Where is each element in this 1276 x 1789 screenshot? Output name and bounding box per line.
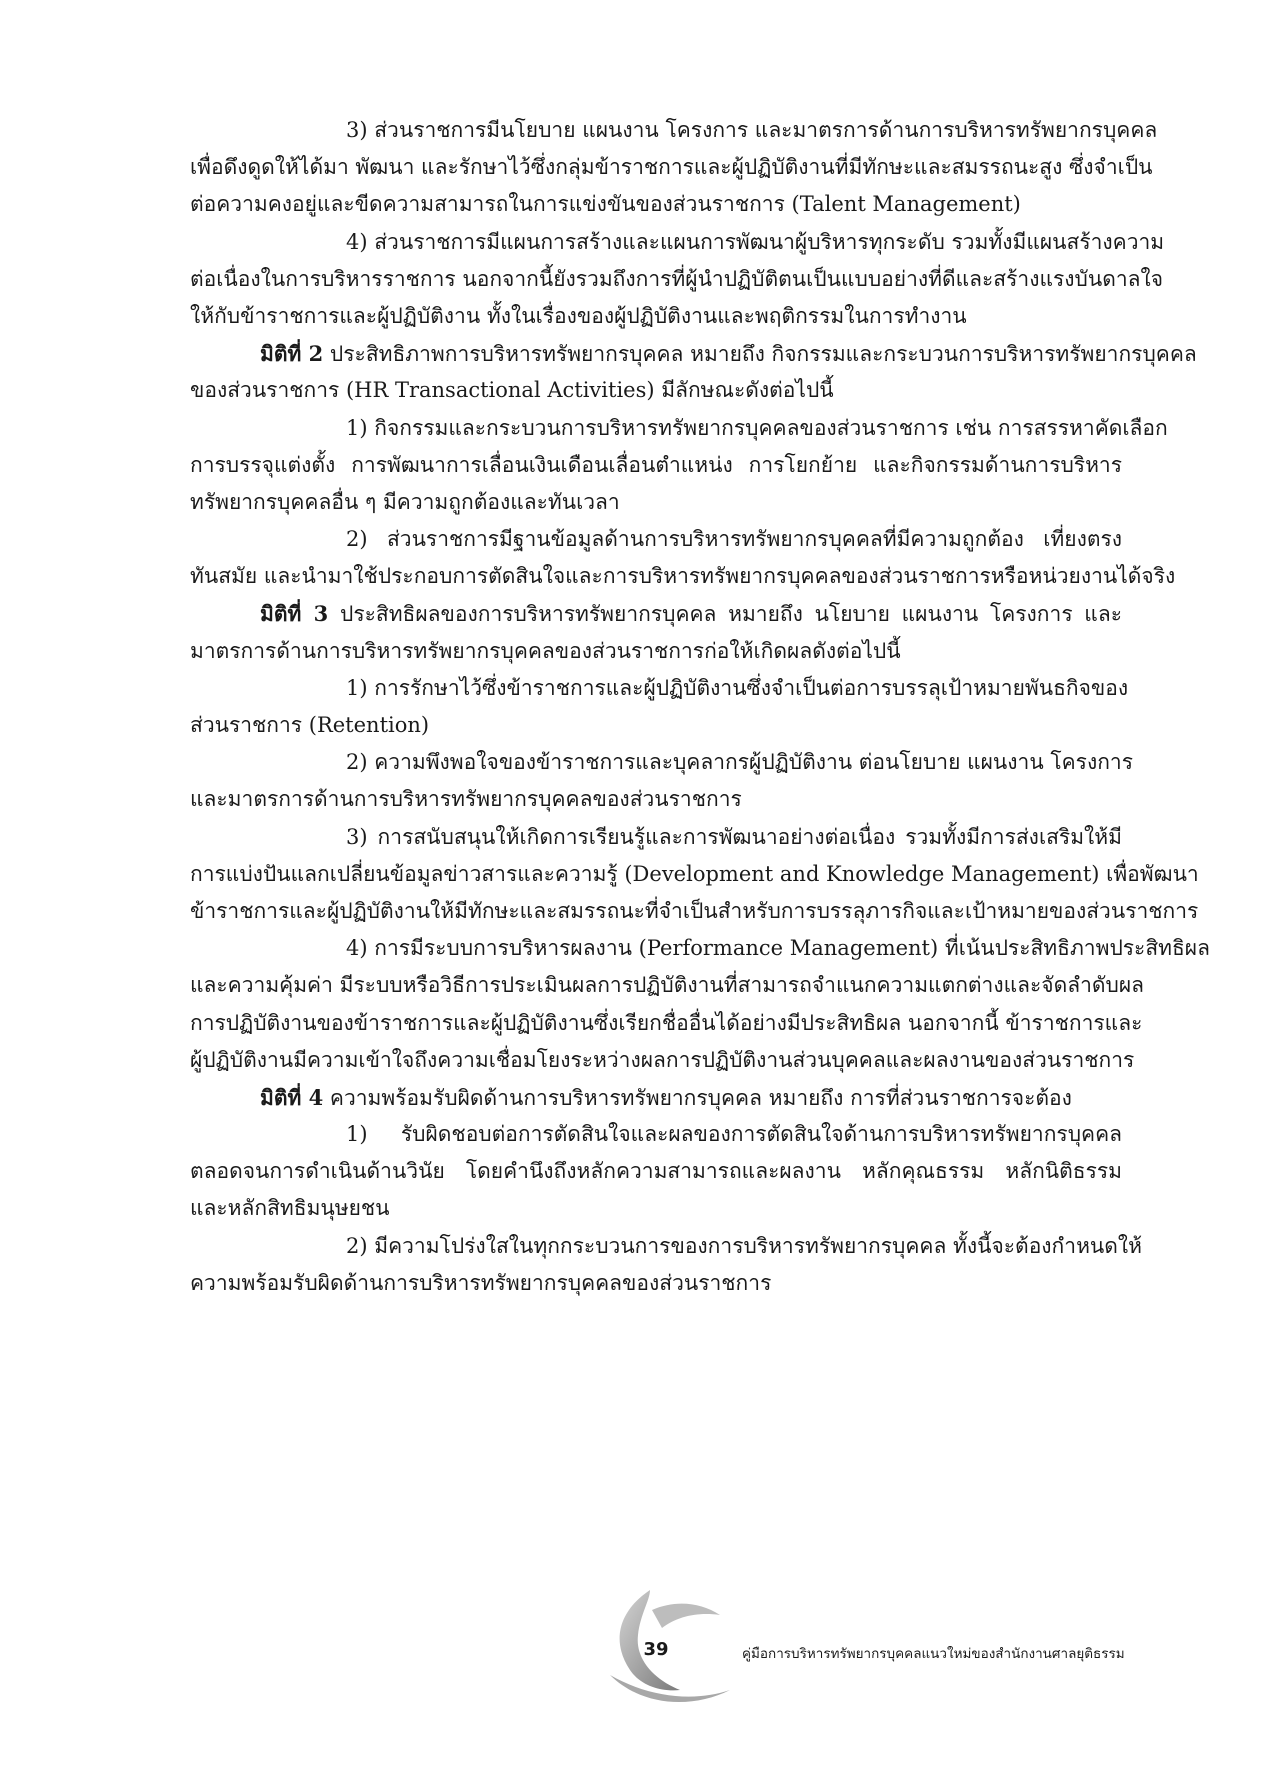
paragraph-line xyxy=(190,186,1122,223)
line-text: 2) มีความโปร่งใสในทุกกระบวนการของการบริหารทรัพยากรบุคคล ทั้งนี้จะต้องกำหนดให้ xyxy=(346,1233,1143,1258)
line-text: 4) การมีระบบการบริหารผลงาน (Performance Management) ที่เน้นประสิทธิภาพประสิทธิผล xyxy=(346,936,1210,961)
paragraph-line xyxy=(190,112,1158,149)
line-text: ส่วนราชการ (Retention) xyxy=(190,713,430,737)
dimension-label: มิติที่ 2 xyxy=(260,341,324,367)
line-text: มาตรการด้านการบริหารทรัพยากรบุคคลของส่วนราชการก่อให้เกิดผลดังต่อไปนี้ xyxy=(190,638,901,663)
line-text: ความพร้อมรับผิดด้านการบริหารทรัพยากรบุคคล หมายถึง การที่ส่วนราชการจะต้อง xyxy=(323,1085,1072,1110)
line-text: ประสิทธิผลของการบริหารทรัพยากรบุคคล หมายถึง นโยบาย แผนงาน โครงการ และ xyxy=(328,602,1122,627)
paragraph-line xyxy=(190,298,1122,335)
paragraph-line xyxy=(190,744,1133,781)
line-text: เพื่อดึงดูดให้ได้มา พัฒนา และรักษาไว้ซึ่งกลุ่มข้าราชการและผู้ปฏิบัติงานที่มีทักษะและสมรรถนะสูง ซึ่งจำเป็น xyxy=(190,155,1153,180)
paragraph-line xyxy=(190,521,1122,558)
line-text: 3) ส่วนราชการมีนโยบาย แผนงาน โครงการ และมาตรการด้านการบริหารทรัพยากรบุคคล xyxy=(346,118,1158,142)
paragraph-line xyxy=(190,372,1122,409)
paragraph-line xyxy=(190,819,1122,856)
line-text: ผู้ปฏิบัติงานมีความเข้าใจถึงความเชื่อมโยงระหว่างผลการปฏิบัติงานส่วนบุคคลและผลงานของส่วนราชการ xyxy=(190,1047,1135,1072)
paragraph-line xyxy=(190,633,1122,670)
line-text: 3) การสนับสนุนให้เกิดการเรียนรู้และการพัฒนาอย่างต่อเนื่อง รวมทั้งมีการส่งเสริมให้มี xyxy=(346,824,1122,849)
line-text: ต่อเนื่องในการบริหารราชการ นอกจากนี้ยังรวมถึงการที่ผู้นำปฏิบัติตนเป็นแบบอย่างที่ดีและสร้างแรงบันดาลใจ xyxy=(190,266,1164,291)
line-text: 4) ส่วนราชการมีแผนการสร้างและแผนการพัฒนาผู้บริหารทุกระดับ รวมทั้งมีแผนสร้างความ xyxy=(346,229,1165,254)
paragraph-line xyxy=(190,967,1145,1004)
line-text: การปฏิบัติงานของข้าราชการและผู้ปฏิบัติงานซึ่งเรียกชื่ออื่นได้อย่างมีประสิทธิผล นอกจากนี้ ข้าราชการและ xyxy=(190,1010,1143,1035)
line-text: 1) การรักษาไว้ซึ่งข้าราชการและผู้ปฏิบัติงานซึ่งจำเป็นต่อการบรรลุเป้าหมายพันธกิจของ xyxy=(346,675,1129,700)
paragraph-line xyxy=(190,558,1176,595)
line-text: และหลักสิทธิมนุษยชน xyxy=(190,1196,390,1221)
dimension-label: มิติที่ 4 xyxy=(260,1084,324,1110)
paragraph-line xyxy=(190,1042,1135,1079)
paragraph-line xyxy=(190,261,1164,298)
line-text: ตลอดจนการดำเนินด้านวินัย โดยคำนึงถึงหลักความสามารถและผลงาน หลักคุณธรรม หลักนิติธรรม xyxy=(190,1159,1122,1184)
line-text: และความคุ้มค่า มีระบบหรือวิธีการประเมินผลการปฏิบัติงานที่สามารถจำแนกความแตกต่างและจัดลำดับผล xyxy=(190,973,1145,998)
paragraph-line xyxy=(190,1116,1122,1153)
line-text: การแบ่งปันแลกเปลี่ยนข้อมูลข่าวสารและความรู้ (Development and Knowledge Management) เพื่อพัฒนา xyxy=(190,861,1199,886)
line-text: ของส่วนราชการ (HR Transactional Activities) มีลักษณะดังต่อไปนี้ xyxy=(190,378,834,403)
line-text: และมาตรการด้านการบริหารทรัพยากรบุคคลของส่วนราชการ xyxy=(190,787,742,812)
paragraph-line xyxy=(190,1228,1143,1265)
line-text: 2) ความพึงพอใจของข้าราชการและบุคลากรผู้ปฏิบัติงาน ต่อนโยบาย แผนงาน โครงการ xyxy=(346,750,1133,775)
paragraph-line xyxy=(190,1005,1143,1042)
paragraph-line xyxy=(190,781,1122,818)
paragraph-line xyxy=(190,856,1199,893)
paragraph-line xyxy=(190,149,1153,186)
paragraph-line xyxy=(190,893,1199,930)
line-text: ประสิทธิภาพการบริหารทรัพยากรบุคคล หมายถึง กิจกรรมและกระบวนการบริหารทรัพยากรบุคคล xyxy=(323,342,1197,367)
line-text: ข้าราชการและผู้ปฏิบัติงานให้มีทักษะและสมรรถนะที่จำเป็นสำหรับการบรรลุภารกิจและเป้าหมายของส่วนราชการ xyxy=(190,898,1199,923)
section-heading-line xyxy=(190,1079,1122,1116)
section-heading-line xyxy=(190,335,1197,372)
line-text: 1) รับผิดชอบต่อการตัดสินใจและผลของการตัดสินใจด้านการบริหารทรัพยากรบุคคล xyxy=(346,1122,1122,1147)
line-text: ทันสมัย และนำมาใช้ประกอบการตัดสินใจและการบริหารทรัพยากรบุคคลของส่วนราชการหรือหน่วยงานได้จริง xyxy=(190,564,1176,589)
line-text: ทรัพยากรบุคคลอื่น ๆ มีความถูกต้องและทันเวลา xyxy=(190,489,620,514)
paragraph-line xyxy=(190,1190,1122,1227)
paragraph-line xyxy=(190,484,1122,521)
paragraph-line xyxy=(190,1265,1122,1302)
dimension-label: มิติที่ 3 xyxy=(260,601,329,627)
line-text: 1) กิจกรรมและกระบวนการบริหารทรัพยากรบุคคลของส่วนราชการ เช่น การสรรหาคัดเลือก xyxy=(346,415,1168,440)
paragraph-line xyxy=(190,410,1168,447)
paragraph-line xyxy=(190,930,1210,967)
line-text: ต่อความคงอยู่และขีดความสามารถในการแข่งขันของส่วนราชการ (Talent Management) xyxy=(190,192,1021,217)
paragraph-line xyxy=(190,447,1122,484)
line-text: การบรรจุแต่งตั้ง การพัฒนาการเลื่อนเงินเดือนเลื่อนตำแหน่ง การโยกย้าย และกิจกรรมด้านการบริหาร xyxy=(190,452,1122,477)
line-text: 2) ส่วนราชการมีฐานข้อมูลด้านการบริหารทรัพยากรบุคคลที่มีความถูกต้อง เที่ยงตรง xyxy=(346,527,1122,552)
line-text: ให้กับข้าราชการและผู้ปฏิบัติงาน ทั้งในเรื่องของผู้ปฏิบัติงานและพฤติกรรมในการทำงาน xyxy=(190,303,967,328)
page-number: 39 xyxy=(643,1639,669,1660)
paragraph-line xyxy=(190,224,1165,261)
section-heading-line xyxy=(190,595,1122,632)
footer-title: คู่มือการบริหารทรัพยากรบุคคลแนวใหม่ของสำนักงานศาลยุติธรรม xyxy=(742,1646,1125,1662)
line-text: ความพร้อมรับผิดด้านการบริหารทรัพยากรบุคคลของส่วนราชการ xyxy=(190,1270,772,1295)
paragraph-line xyxy=(190,1153,1122,1190)
paragraph-line xyxy=(190,707,1122,744)
document-body xyxy=(190,112,1210,1302)
paragraph-line xyxy=(190,670,1129,707)
